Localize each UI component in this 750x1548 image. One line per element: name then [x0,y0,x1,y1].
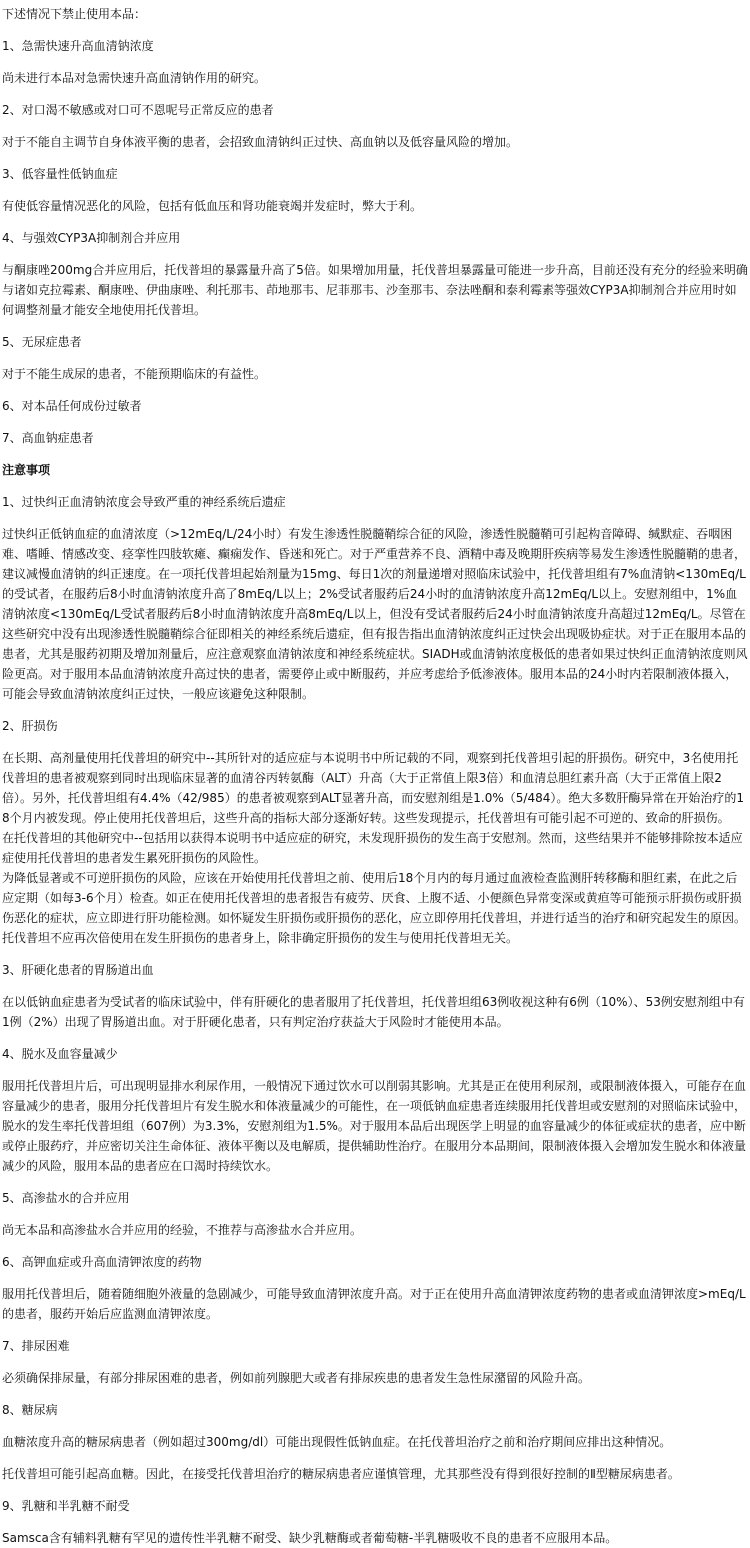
document-paragraph: 7、排尿困难 [2,1339,70,1353]
document-paragraph: 尚无本品和高渗盐水合并应用的经验，不推荐与高渗盐水合并应用。 [2,1223,363,1237]
document-paragraph: 8、糖尿病 [2,1403,58,1417]
document-paragraph: 3、肝硬化患者的胃肠道出血 [2,963,154,977]
paragraph-spacer [2,1420,748,1432]
paragraph-spacer [2,248,748,260]
document-paragraph: 1、过快纠正血清钠浓度会导致严重的神经系统后遗症 [2,495,286,509]
paragraph-spacer [2,1452,748,1464]
paragraph-spacer [2,1176,748,1188]
paragraph-spacer [2,24,748,36]
document-paragraph: 9、乳糖和半乳糖不耐受 [2,1499,130,1513]
paragraph-spacer [2,704,748,716]
paragraph-spacer [2,416,748,428]
document-paragraph: 5、无尿症患者 [2,335,82,349]
document-paragraph: 过快纠正低钠血症的血清浓度（>12mEq/L/24小时）有发生渗透性脱髓鞘综合征的风险，渗透性脱髓鞘可引起构音障碍、缄默症、吞咽困难、嗜睡、情感改变、痉挛性四肢软瘫、癫痫发作、昏迷和死亡。对于严重营养不良、酒精中毒及晚期肝疾病等易发生渗透性脱髓鞘的患者，建议减慢血清钠的纠正速度。在一项托伐普坦起始剂量为15mg、每日1次的剂量递增对照临床试验中，托伐普坦组有7%血清钠<130mEq/L的受试者，在服药后8小时血清钠浓度升高了8mEq/L以上；2%受试者服药后24小时的血清钠浓度升高12mEq/L以上。安慰剂组中，1%血清钠浓度<130mEq/L受试者服药后8小时血清钠浓度升高8mEq/L以上，但没有受试者服药后24小时血清钠浓度升高超过12mEq/L。尽管在这些研究中没有出现渗透性脱髓鞘综合征即相关的神经系统后遗症，但有报告指出血清钠浓度纠正过快会出现吸协症状。对于正在服用本品的患者，尤其是服药初期及增加剂量后，应注意观察血清钠浓度和神经系统症状。SIADH或血清钠浓度极低的患者如果过快纠正血清钠浓度则风险更高。对于服用本品血清钠浓度升高过快的患者，需要停止或中断服药，并应考虑给予低渗液体。服用本品的24小时内若限制液体摄入，可能会导致血清钠浓度纠正过快，一般应该避免这种限制。 [2,527,748,701]
paragraph-spacer [2,216,748,228]
section-heading: 注意事项 [2,463,51,477]
document-paragraph: 7、高血钠症患者 [2,431,94,445]
paragraph-spacer [2,1272,748,1284]
paragraph-spacer [2,1324,748,1336]
paragraph-spacer [2,512,748,524]
document-paragraph: 血糖浓度升高的糖尿病患者（例如超过300mg/dl）可能出现假性低钠血症。在托伐普坦治疗之前和治疗期间应排出这种情况。 [2,1435,672,1449]
paragraph-spacer [2,352,748,364]
document-paragraph: 尚未进行本品对急需快速升高血清钠作用的研究。 [2,71,267,85]
document-paragraph: 在以低钠血症患者为受试者的临床试验中，伴有肝硬化的患者服用了托伐普坦，托伐普坦组63例收视这种有6例（10%）、53例安慰剂组中有1例（2%）出现了胃肠道出血。对于肝硬化患者，只有判定治疗获益大于风险时才能使用本品。 [2,995,745,1029]
document-paragraph: 有使低容量情况恶化的风险，包括有低血压和肾功能衰竭并发症时，弊大于利。 [2,199,423,213]
document-paragraph: 5、高渗盐水的合并应用 [2,1191,130,1205]
document-paragraph: 托伐普坦可能引起高血糖。因此，在接受托伐普坦治疗的糖尿病患者应谨慎管理，尤其那些没有得到很好控制的Ⅱ型糖尿病患者。 [2,1467,680,1481]
document-paragraph: 4、与强效CYP3A抑制剂合并应用 [2,231,181,245]
paragraph-spacer [2,384,748,396]
paragraph-spacer [2,948,748,960]
paragraph-spacer [2,1208,748,1220]
document-paragraph: 1、急需快速升高血清钠浓度 [2,39,154,53]
document-paragraph: 对于不能生成尿的患者，不能预期临床的有益性。 [2,367,267,381]
paragraph-spacer [2,980,748,992]
paragraph-spacer [2,1240,748,1252]
paragraph-spacer [2,120,748,132]
document-paragraph: 3、低容量性低钠血症 [2,167,118,181]
document-paragraph: 必须确保排尿量，有部分排尿困难的患者，例如前列腺肥大或者有排尿疾患的患者发生急性尿潴留的风险升高。 [2,1371,591,1385]
paragraph-spacer [2,184,748,196]
document-paragraph: 服用托伐普坦后，随着随细胞外液量的急剧减少，可能导致血清钾浓度升高。对于正在使用升高血清钾浓度药物的患者或血清钾浓度>mEq/L的患者，服药开始后应监测血清钾浓度。 [2,1287,746,1321]
paragraph-spacer [2,152,748,164]
document-paragraph: 为降低显著或不可逆肝损伤的风险，应该在开始使用托伐普坦之前、使用后18个月内的每月通过血液检查监测肝转移酶和胆红素，在此之后应定期（如每3-6个月）检查。如正在使用托伐普坦的患者报告有疲劳、厌食、上腹不适、小便颜色异常变深或黄疸等可能预示肝损伤或肝损伤恶化的症状，应立即进行肝功能检测。如怀疑发生肝损伤或肝损伤的恶化，应立即停用托伐普坦，并进行适当的治疗和研究起发生的原因。托伐普坦不应再次倍使用在发生肝损伤的患者身上，除非确定肝损伤的发生与使用托伐普坦无关。 [2,871,747,945]
document-paragraph: 2、肝损伤 [2,719,58,733]
document-paragraph: 6、对本品任何成份过敏者 [2,399,142,413]
paragraph-spacer [2,1356,748,1368]
paragraph-spacer [2,1064,748,1076]
paragraph-spacer [2,56,748,68]
document-paragraph: 4、脱水及血容量减少 [2,1047,118,1061]
document-paragraph: 对于不能自主调节自身体液平衡的患者，会招致血清钠纠正过快、高血钠以及低容量风险的增加。 [2,135,519,149]
paragraph-spacer [2,1516,748,1528]
document-paragraph: 服用托伐普坦片后，可出现明显排水利尿作用，一般情况下通过饮水可以削弱其影响。尤其是正在使用利尿剂，或限制液体摄入，可能存在血容量减少的患者，服用分托伐普坦片有发生脱水和体液量减少的可能性，在一项低钠血症患者连续服用托伐普坦或安慰剂的对照临床试验中，脱水的发生率托伐普坦组（607例）为3.3%，安慰剂组为1.5%。对于服用本品后出现医学上明显的血容量减少的体征或症状的患者，应中断或停止服药疗，并应密切关注生命体征、液体平衡以及电解质，提供辅助性治疗。在服用分本品期间，限制液体摄入会增加发生脱水和体液量减少的风险，服用本品的患者应在口渴时持续饮水。 [2,1079,747,1173]
paragraph-spacer [2,320,748,332]
paragraph-spacer [2,1388,748,1400]
paragraph-spacer [2,736,748,748]
paragraph-spacer [2,1484,748,1496]
paragraph-spacer [2,480,748,492]
document-paragraph: 与酮康唑200mg合并应用后，托伐普坦的暴露量升高了5倍。如果增加用量，托伐普坦暴露量可能进一步升高，目前还没有充分的经验来明确与诸如克拉霉素、酮康唑、伊曲康唑、利托那韦、茚地那韦、尼菲那韦、沙奎那韦、奈法唑酮和泰利霉素等强效CYP3A抑制剂合并应用时如何调整剂量才能安全地使用托伐普坦。 [2,263,748,317]
document-paragraph: 6、高钾血症或升高血清钾浓度的药物 [2,1255,202,1269]
document-paragraph: 在长期、高剂量使用托伐普坦的研究中--其所针对的适应症与本说明书中所记载的不同，观察到托伐普坦引起的肝损伤。研究中，3名使用托伐普坦的患者被观察到同时出现临床显著的血清谷丙转氨酶（ALT）升高（大于正常值上限3倍）和血清总胆红素升高（大于正常值上限2倍）。另外，托伐普坦组有4.4%（42/985）的患者被观察到ALT显著升高，而安慰剂组是1.0%（5/484）。绝大多数肝酶异常在开始治疗的18个月内被发现。停止使用托伐普坦后，这些升高的指标大部分逐渐好转。这些发现提示，托伐普坦有可能引起不可逆的、致命的肝损伤。 [2,751,744,825]
paragraph-spacer [2,448,748,460]
document-paragraph: 2、对口渴不敏感或对口可不恩呢号正常反应的患者 [2,103,274,117]
paragraph-spacer [2,1032,748,1044]
document-paragraph: Samsca含有辅料乳糖有罕见的遗传性半乳糖不耐受、缺少乳糖酶或者葡萄糖-半乳糖吸收不良的患者不应服用本品。 [2,1531,618,1545]
document-paragraph: 下述情况下禁止使用本品： [2,7,147,21]
paragraph-spacer [2,88,748,100]
document-paragraph: 在托伐普坦的其他研究中--包括用以获得本说明书中适应症的研究，未发现肝损伤的发生高于安慰剂。然而，这些结果并不能够排除按本适应症使用托伐普坦的患者发生累死肝损伤的风险性。 [2,831,743,865]
